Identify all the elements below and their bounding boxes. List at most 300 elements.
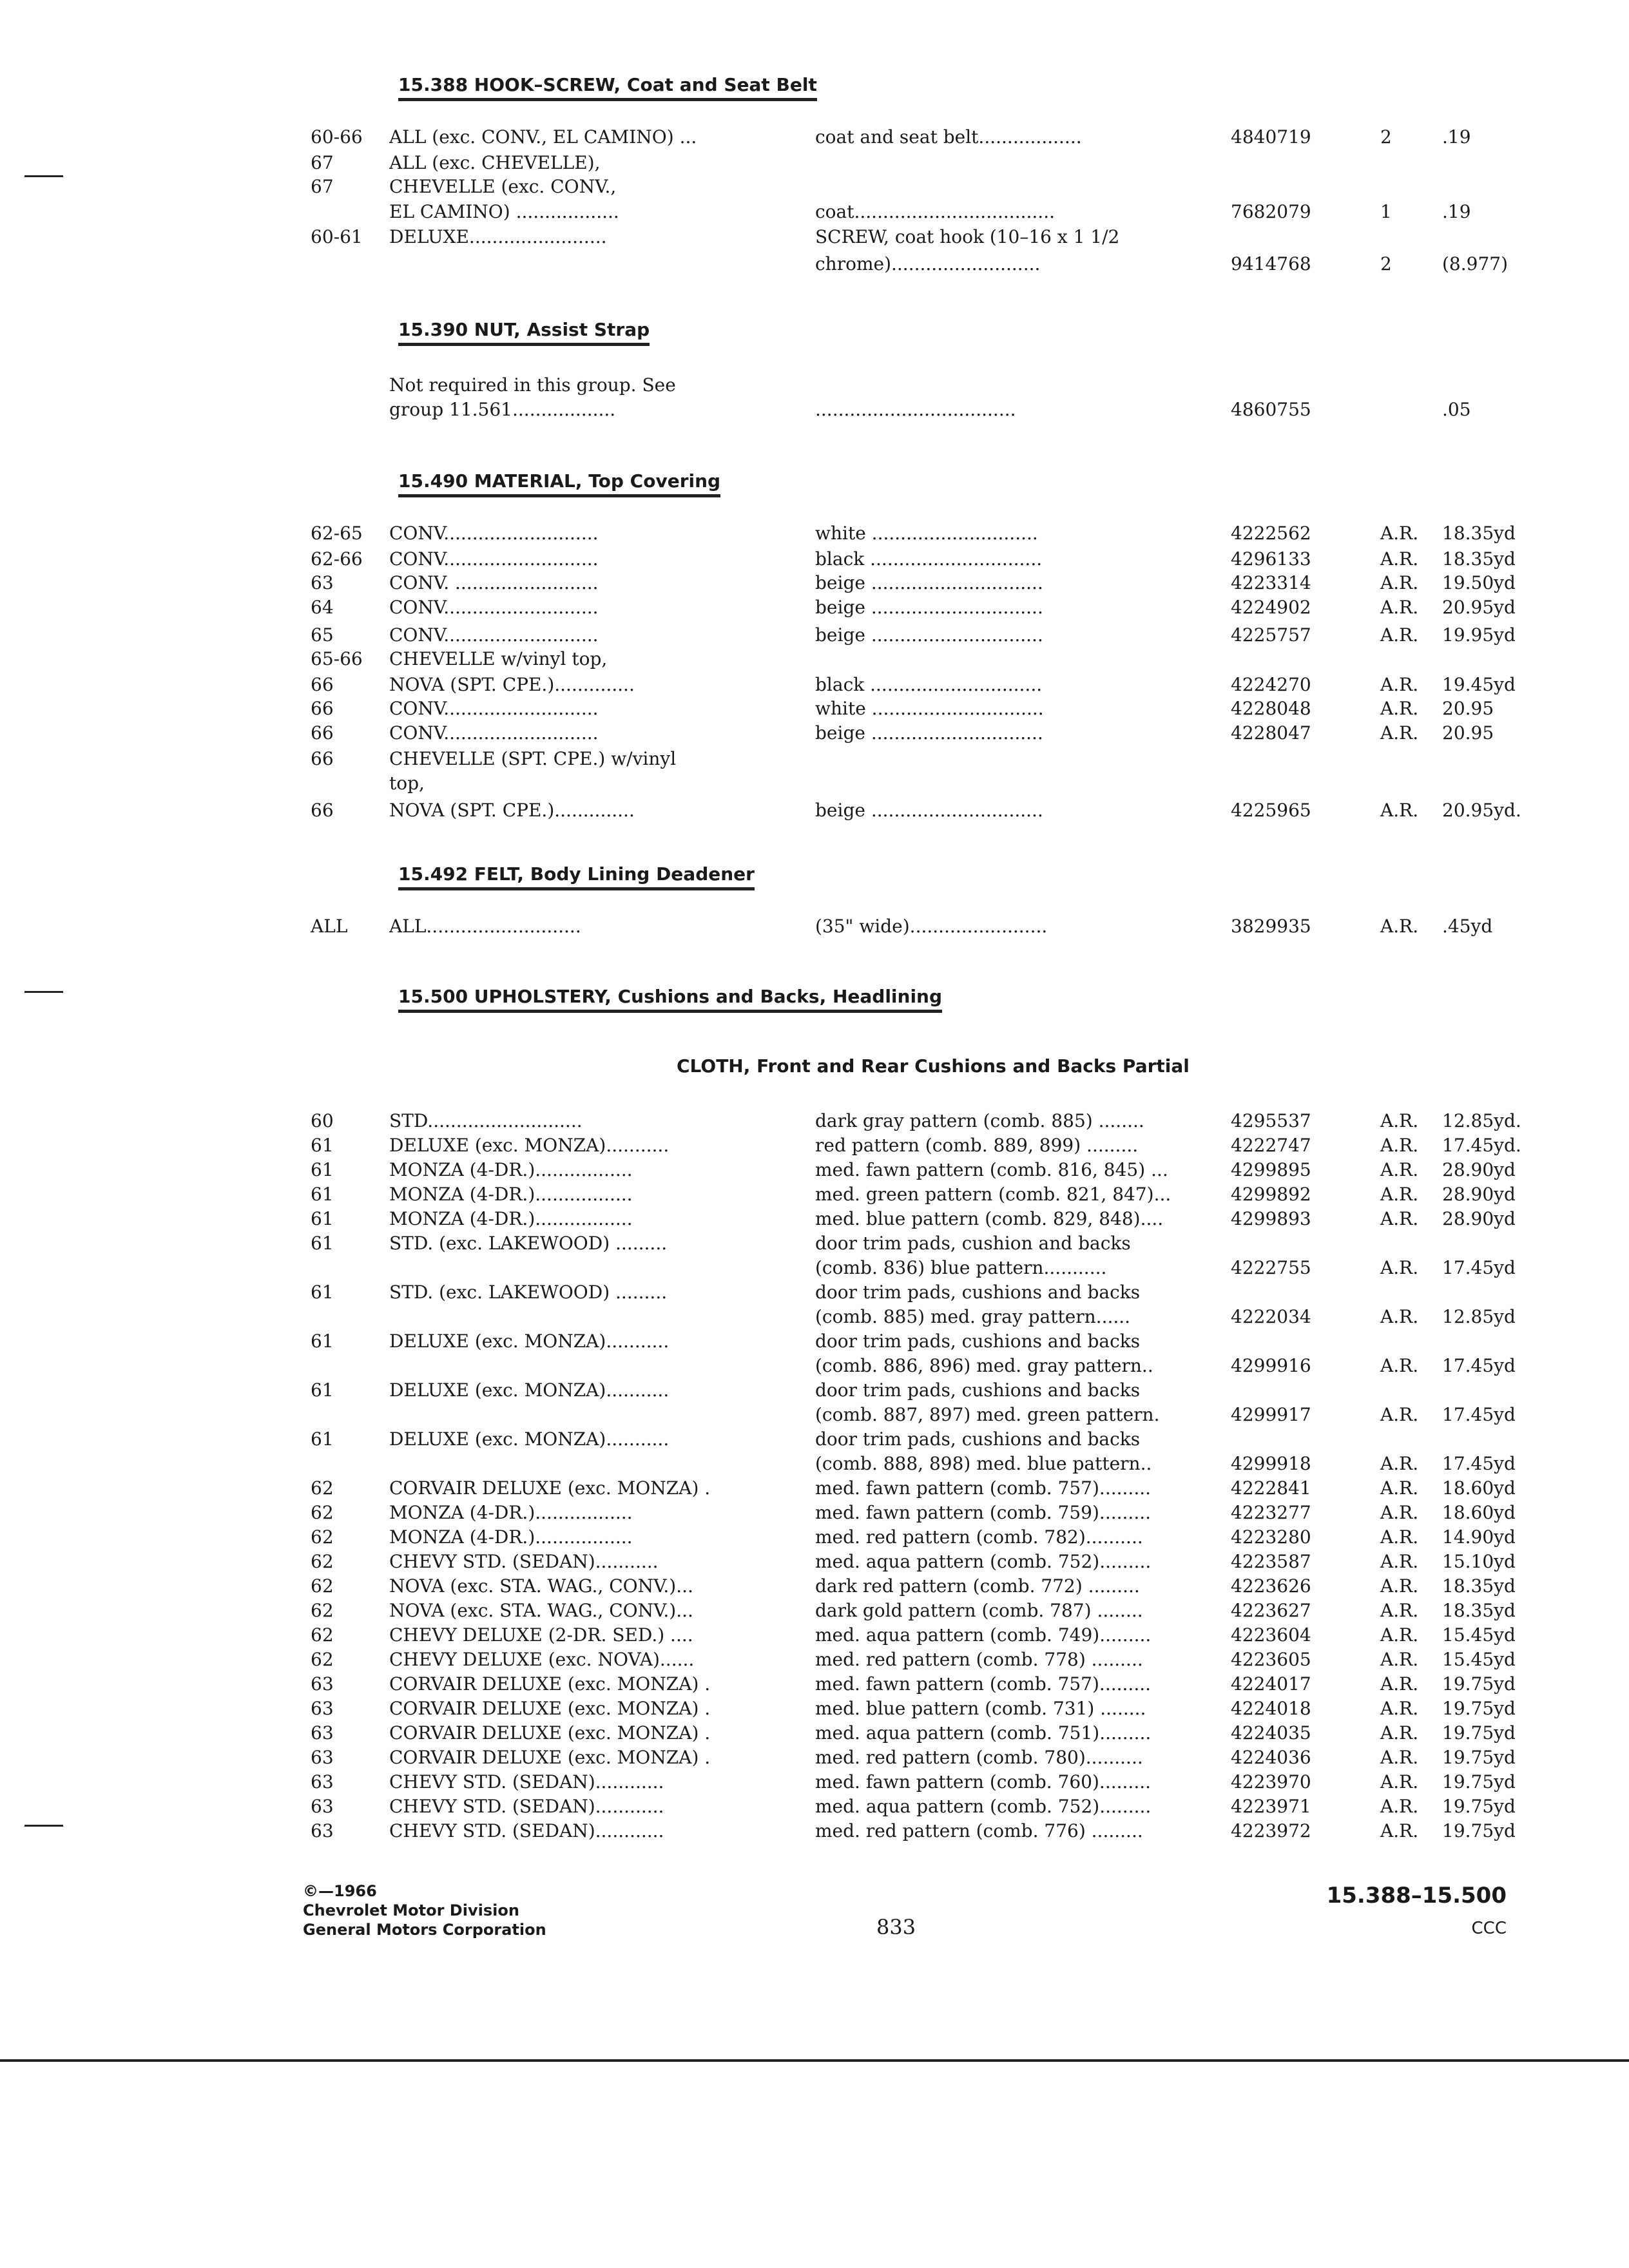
quantity: 2 bbox=[1380, 253, 1392, 274]
part-description: (comb. 887, 897) med. green pattern. bbox=[815, 1404, 1160, 1425]
part-number: 4222755 bbox=[1231, 1257, 1311, 1278]
price: 20.95yd. bbox=[1442, 800, 1521, 821]
quantity: A.R. bbox=[1380, 916, 1419, 937]
model-year: 61 bbox=[311, 1331, 334, 1352]
quantity: A.R. bbox=[1380, 674, 1419, 695]
price: 15.45yd bbox=[1442, 1649, 1516, 1670]
part-number: 4223626 bbox=[1231, 1575, 1311, 1597]
part-number: 4296133 bbox=[1231, 548, 1311, 570]
table-row bbox=[0, 1673, 1629, 1698]
model-year: 67 bbox=[311, 176, 334, 197]
model-application: DELUXE (exc. MONZA)........... bbox=[389, 1428, 670, 1450]
quantity: A.R. bbox=[1380, 597, 1419, 618]
table-row bbox=[0, 697, 1629, 723]
model-application: NOVA (SPT. CPE.).............. bbox=[389, 800, 635, 821]
corporation: General Motors Corporation bbox=[303, 1921, 546, 1939]
part-description: beige .............................. bbox=[815, 624, 1043, 646]
part-description: beige .............................. bbox=[815, 597, 1043, 618]
footer-publisher bbox=[303, 1881, 546, 1939]
quantity: A.R. bbox=[1380, 1673, 1419, 1695]
table-row bbox=[0, 1624, 1629, 1649]
table-row bbox=[0, 1575, 1629, 1600]
model-year: ALL bbox=[311, 916, 348, 937]
part-number: 4223627 bbox=[1231, 1600, 1311, 1621]
quantity: A.R. bbox=[1380, 1649, 1419, 1670]
table-row bbox=[0, 673, 1629, 699]
part-number: 4224035 bbox=[1231, 1722, 1311, 1744]
table-row bbox=[0, 1379, 1629, 1405]
part-description: coat................................... bbox=[815, 201, 1055, 222]
price: 12.85yd bbox=[1442, 1306, 1516, 1327]
model-year: 62 bbox=[311, 1526, 334, 1548]
division: Chevrolet Motor Division bbox=[303, 1901, 519, 1919]
model-application: DELUXE (exc. MONZA)........... bbox=[389, 1379, 670, 1401]
part-number: 4840719 bbox=[1231, 126, 1311, 148]
model-year: 63 bbox=[311, 1820, 334, 1841]
model-application: CHEVY DELUXE (2-DR. SED.) .... bbox=[389, 1624, 693, 1646]
table-row bbox=[0, 1771, 1629, 1796]
model-application: group 11.561.................. bbox=[389, 399, 616, 420]
model-year: 61 bbox=[311, 1159, 334, 1180]
model-application: CHEVY DELUXE (exc. NOVA)...... bbox=[389, 1649, 695, 1670]
table-row bbox=[0, 1477, 1629, 1503]
quantity: A.R. bbox=[1380, 1135, 1419, 1156]
model-year: 62-66 bbox=[311, 548, 363, 570]
quantity: 1 bbox=[1380, 201, 1392, 222]
model-year: 62 bbox=[311, 1600, 334, 1621]
table-row bbox=[0, 1403, 1629, 1429]
part-number: 3829935 bbox=[1231, 916, 1311, 937]
part-number: 4299918 bbox=[1231, 1453, 1311, 1474]
model-year: 66 bbox=[311, 748, 334, 769]
price: .45yd bbox=[1442, 916, 1493, 937]
part-number: 4299892 bbox=[1231, 1184, 1311, 1205]
model-year: 61 bbox=[311, 1208, 334, 1229]
part-number: 4224270 bbox=[1231, 674, 1311, 695]
table-row bbox=[0, 200, 1629, 226]
model-application: CORVAIR DELUXE (exc. MONZA) . bbox=[389, 1747, 711, 1768]
part-description: door trim pads, cushions and backs bbox=[815, 1282, 1141, 1303]
quantity: A.R. bbox=[1380, 1404, 1419, 1425]
model-year: 63 bbox=[311, 1771, 334, 1792]
quantity: A.R. bbox=[1380, 1526, 1419, 1548]
model-application: CHEVY STD. (SEDAN)............ bbox=[389, 1820, 664, 1841]
section-heading: 15.490 MATERIAL, Top Covering bbox=[398, 470, 720, 497]
part-description: beige .............................. bbox=[815, 722, 1043, 744]
model-year: 60 bbox=[311, 1110, 334, 1131]
price: 15.10yd bbox=[1442, 1551, 1516, 1572]
price: 14.90yd bbox=[1442, 1526, 1516, 1548]
model-application: MONZA (4-DR.)................. bbox=[389, 1159, 633, 1180]
part-description: med. fawn pattern (comb. 759)......... bbox=[815, 1502, 1152, 1523]
part-description: med. aqua pattern (comb. 749)......... bbox=[815, 1624, 1152, 1646]
table-row bbox=[0, 1183, 1629, 1209]
table-row bbox=[0, 1746, 1629, 1772]
model-application: CONV........................... bbox=[389, 722, 599, 744]
part-description: med. green pattern (comb. 821, 847)... bbox=[815, 1184, 1171, 1205]
model-application: MONZA (4-DR.)................. bbox=[389, 1208, 633, 1229]
model-year: 60-66 bbox=[311, 126, 363, 148]
price: 19.45yd bbox=[1442, 674, 1516, 695]
model-application: CORVAIR DELUXE (exc. MONZA) . bbox=[389, 1673, 711, 1695]
part-description: med. aqua pattern (comb. 752)......... bbox=[815, 1796, 1152, 1817]
model-application: CHEVY STD. (SEDAN)............ bbox=[389, 1771, 664, 1792]
part-description: door trim pads, cushion and backs bbox=[815, 1233, 1131, 1254]
quantity: A.R. bbox=[1380, 1820, 1419, 1841]
model-application: CONV. ......................... bbox=[389, 572, 599, 593]
table-row bbox=[0, 1452, 1629, 1478]
model-year: 63 bbox=[311, 572, 334, 593]
part-number: 4222562 bbox=[1231, 523, 1311, 544]
price: 18.60yd bbox=[1442, 1477, 1516, 1499]
table-row bbox=[0, 1305, 1629, 1331]
model-year: 63 bbox=[311, 1747, 334, 1768]
part-number: 4223587 bbox=[1231, 1551, 1311, 1572]
price: 20.95 bbox=[1442, 698, 1494, 719]
model-year: 61 bbox=[311, 1379, 334, 1401]
model-year: 62 bbox=[311, 1551, 334, 1572]
quantity: A.R. bbox=[1380, 523, 1419, 544]
part-description: red pattern (comb. 889, 899) ......... bbox=[815, 1135, 1139, 1156]
model-year: 62 bbox=[311, 1649, 334, 1670]
table-row bbox=[0, 175, 1629, 201]
model-year: 60-61 bbox=[311, 226, 363, 247]
model-year: 61 bbox=[311, 1282, 334, 1303]
table-row bbox=[0, 253, 1629, 278]
table-row bbox=[0, 151, 1629, 177]
table-row bbox=[0, 374, 1629, 399]
table-row bbox=[0, 772, 1629, 798]
part-description: med. red pattern (comb. 782).......... bbox=[815, 1526, 1143, 1548]
part-description: coat and seat belt.................. bbox=[815, 126, 1082, 148]
table-row bbox=[0, 1158, 1629, 1184]
part-description: white .............................. bbox=[815, 698, 1044, 719]
price: .19 bbox=[1442, 126, 1471, 148]
table-row bbox=[0, 398, 1629, 424]
model-year: 67 bbox=[311, 152, 334, 173]
part-description: door trim pads, cushions and backs bbox=[815, 1379, 1141, 1401]
table-row bbox=[0, 1281, 1629, 1307]
part-number: 4223605 bbox=[1231, 1649, 1311, 1670]
part-number: 4299893 bbox=[1231, 1208, 1311, 1229]
part-description: dark gray pattern (comb. 885) ........ bbox=[815, 1110, 1144, 1131]
model-application: CONV........................... bbox=[389, 597, 599, 618]
part-number: 4224018 bbox=[1231, 1698, 1311, 1719]
price: 18.35yd bbox=[1442, 548, 1516, 570]
part-description: med. fawn pattern (comb. 757)......... bbox=[815, 1477, 1152, 1499]
section-subheading: CLOTH, Front and Rear Cushions and Backs Partial bbox=[677, 1055, 1190, 1077]
quantity: A.R. bbox=[1380, 548, 1419, 570]
price: 20.95 bbox=[1442, 722, 1494, 744]
quantity: A.R. bbox=[1380, 1453, 1419, 1474]
price: 18.35yd bbox=[1442, 1600, 1516, 1621]
price: 17.45yd bbox=[1442, 1257, 1516, 1278]
part-description: med. fawn pattern (comb. 760)......... bbox=[815, 1771, 1152, 1792]
part-number: 4299916 bbox=[1231, 1355, 1311, 1376]
model-year: 61 bbox=[311, 1428, 334, 1450]
quantity: A.R. bbox=[1380, 1208, 1419, 1229]
quantity: A.R. bbox=[1380, 1477, 1419, 1499]
price: 19.75yd bbox=[1442, 1796, 1516, 1817]
model-year: 64 bbox=[311, 597, 334, 618]
table-row bbox=[0, 1354, 1629, 1380]
model-application: NOVA (exc. STA. WAG., CONV.)... bbox=[389, 1600, 693, 1621]
quantity: A.R. bbox=[1380, 572, 1419, 593]
table-row bbox=[0, 1599, 1629, 1625]
model-application: DELUXE (exc. MONZA)........... bbox=[389, 1135, 670, 1156]
part-number: 4224902 bbox=[1231, 597, 1311, 618]
part-number: 4225965 bbox=[1231, 800, 1311, 821]
part-number: 4860755 bbox=[1231, 399, 1311, 420]
quantity: A.R. bbox=[1380, 698, 1419, 719]
model-application: ALL (exc. CHEVELLE), bbox=[389, 152, 601, 173]
section-heading: 15.500 UPHOLSTERY, Cushions and Backs, Headlining bbox=[398, 986, 942, 1013]
part-number: 7682079 bbox=[1231, 201, 1311, 222]
part-number: 4223280 bbox=[1231, 1526, 1311, 1548]
part-number: 4222034 bbox=[1231, 1306, 1311, 1327]
quantity: A.R. bbox=[1380, 1306, 1419, 1327]
table-row bbox=[0, 1330, 1629, 1356]
table-row bbox=[0, 1501, 1629, 1527]
quantity: A.R. bbox=[1380, 1575, 1419, 1597]
table-row bbox=[0, 1722, 1629, 1747]
model-application: ALL........................... bbox=[389, 916, 581, 937]
model-year: 61 bbox=[311, 1135, 334, 1156]
part-number: 4223970 bbox=[1231, 1771, 1311, 1792]
model-year: 62 bbox=[311, 1502, 334, 1523]
part-number: 4223971 bbox=[1231, 1796, 1311, 1817]
model-year: 61 bbox=[311, 1233, 334, 1254]
part-description: med. blue pattern (comb. 731) ........ bbox=[815, 1698, 1146, 1719]
part-description: beige .............................. bbox=[815, 572, 1043, 593]
quantity: A.R. bbox=[1380, 1184, 1419, 1205]
part-description: dark red pattern (comb. 772) ......... bbox=[815, 1575, 1140, 1597]
quantity: A.R. bbox=[1380, 1551, 1419, 1572]
model-application: CORVAIR DELUXE (exc. MONZA) . bbox=[389, 1722, 711, 1744]
quantity: A.R. bbox=[1380, 722, 1419, 744]
part-number: 4299895 bbox=[1231, 1159, 1311, 1180]
quantity: A.R. bbox=[1380, 1722, 1419, 1744]
bottom-rule bbox=[0, 2059, 1629, 2062]
table-row bbox=[0, 1526, 1629, 1552]
table-row bbox=[0, 1110, 1629, 1135]
part-description: med. red pattern (comb. 776) ......... bbox=[815, 1820, 1143, 1841]
model-year: 66 bbox=[311, 722, 334, 744]
quantity: A.R. bbox=[1380, 1600, 1419, 1621]
page-number: 833 bbox=[876, 1915, 916, 1939]
model-year: 63 bbox=[311, 1722, 334, 1744]
price: 28.90yd bbox=[1442, 1184, 1516, 1205]
price: 28.90yd bbox=[1442, 1208, 1516, 1229]
quantity: A.R. bbox=[1380, 1771, 1419, 1792]
price: 17.45yd bbox=[1442, 1404, 1516, 1425]
price: 19.75yd bbox=[1442, 1820, 1516, 1841]
table-row bbox=[0, 548, 1629, 573]
price: 19.50yd bbox=[1442, 572, 1516, 593]
model-year: 62 bbox=[311, 1624, 334, 1646]
part-description: (35" wide)........................ bbox=[815, 916, 1048, 937]
table-row bbox=[0, 799, 1629, 825]
part-number: 4299917 bbox=[1231, 1404, 1311, 1425]
part-description: chrome).......................... bbox=[815, 253, 1041, 274]
section-heading: 15.492 FELT, Body Lining Deadener bbox=[398, 863, 755, 890]
model-year: 63 bbox=[311, 1796, 334, 1817]
section-range: 15.388–15.500 bbox=[1326, 1883, 1507, 1908]
quantity: A.R. bbox=[1380, 1796, 1419, 1817]
quantity: A.R. bbox=[1380, 1355, 1419, 1376]
quantity: A.R. bbox=[1380, 1624, 1419, 1646]
quantity: A.R. bbox=[1380, 1159, 1419, 1180]
model-application: CONV........................... bbox=[389, 548, 599, 570]
model-year: 65-66 bbox=[311, 648, 363, 669]
margin-mark bbox=[24, 991, 63, 993]
model-application: CONV........................... bbox=[389, 698, 599, 719]
table-row bbox=[0, 624, 1629, 649]
part-description: beige .............................. bbox=[815, 800, 1043, 821]
catalog-code: CCC bbox=[1471, 1919, 1507, 1938]
price: 19.75yd bbox=[1442, 1673, 1516, 1695]
table-row bbox=[0, 1648, 1629, 1674]
model-application: DELUXE........................ bbox=[389, 226, 607, 247]
table-row bbox=[0, 1428, 1629, 1454]
model-year: 66 bbox=[311, 698, 334, 719]
model-application: NOVA (SPT. CPE.).............. bbox=[389, 674, 635, 695]
price: 17.45yd. bbox=[1442, 1135, 1521, 1156]
table-row bbox=[0, 1820, 1629, 1845]
quantity: A.R. bbox=[1380, 624, 1419, 646]
table-row bbox=[0, 1697, 1629, 1723]
table-row bbox=[0, 747, 1629, 773]
part-number: 4228048 bbox=[1231, 698, 1311, 719]
table-row bbox=[0, 915, 1629, 941]
model-year: 66 bbox=[311, 800, 334, 821]
model-application: MONZA (4-DR.)................. bbox=[389, 1526, 633, 1548]
model-application: top, bbox=[389, 773, 425, 794]
model-application: CHEVELLE (SPT. CPE.) w/vinyl bbox=[389, 748, 677, 769]
quantity: 2 bbox=[1380, 126, 1392, 148]
quantity: A.R. bbox=[1380, 1502, 1419, 1523]
model-application: EL CAMINO) .................. bbox=[389, 201, 619, 222]
part-description: med. red pattern (comb. 778) ......... bbox=[815, 1649, 1143, 1670]
price: 12.85yd. bbox=[1442, 1110, 1521, 1131]
table-row bbox=[0, 1550, 1629, 1576]
part-description: ................................... bbox=[815, 399, 1016, 420]
table-row bbox=[0, 596, 1629, 622]
price: .19 bbox=[1442, 201, 1471, 222]
price: 19.75yd bbox=[1442, 1771, 1516, 1792]
model-year: 62-65 bbox=[311, 523, 363, 544]
quantity: A.R. bbox=[1380, 1257, 1419, 1278]
table-row bbox=[0, 522, 1629, 548]
section-heading: 15.388 HOOK–SCREW, Coat and Seat Belt bbox=[398, 74, 817, 101]
part-number: 4222747 bbox=[1231, 1135, 1311, 1156]
model-application: CORVAIR DELUXE (exc. MONZA) . bbox=[389, 1698, 711, 1719]
table-row bbox=[0, 722, 1629, 747]
model-application: STD. (exc. LAKEWOOD) ......... bbox=[389, 1282, 668, 1303]
part-description: SCREW, coat hook (10–16 x 1 1/2 bbox=[815, 226, 1120, 247]
part-description: door trim pads, cushions and backs bbox=[815, 1331, 1141, 1352]
price: 19.75yd bbox=[1442, 1747, 1516, 1768]
model-application: CORVAIR DELUXE (exc. MONZA) . bbox=[389, 1477, 711, 1499]
copyright: ©—1966 bbox=[303, 1882, 377, 1900]
model-application: CHEVY STD. (SEDAN)............ bbox=[389, 1796, 664, 1817]
part-description: (comb. 885) med. gray pattern...... bbox=[815, 1306, 1131, 1327]
model-application: ALL (exc. CONV., EL CAMINO) ... bbox=[389, 126, 697, 148]
model-application: STD........................... bbox=[389, 1110, 583, 1131]
model-year: 65 bbox=[311, 624, 334, 646]
part-number: 4228047 bbox=[1231, 722, 1311, 744]
part-number: 4225757 bbox=[1231, 624, 1311, 646]
price: 19.75yd bbox=[1442, 1698, 1516, 1719]
model-application: CONV........................... bbox=[389, 624, 599, 646]
part-number: 4224017 bbox=[1231, 1673, 1311, 1695]
part-number: 4223972 bbox=[1231, 1820, 1311, 1841]
part-description: med. blue pattern (comb. 829, 848).... bbox=[815, 1208, 1164, 1229]
price: 17.45yd bbox=[1442, 1453, 1516, 1474]
model-year: 63 bbox=[311, 1673, 334, 1695]
model-application: CHEVY STD. (SEDAN)........... bbox=[389, 1551, 659, 1572]
section-heading: 15.390 NUT, Assist Strap bbox=[398, 319, 650, 346]
price: .05 bbox=[1442, 399, 1471, 420]
table-row bbox=[0, 126, 1629, 151]
model-application: Not required in this group. See bbox=[389, 374, 676, 396]
model-year: 66 bbox=[311, 674, 334, 695]
price: 18.60yd bbox=[1442, 1502, 1516, 1523]
part-number: 4295537 bbox=[1231, 1110, 1311, 1131]
part-description: (comb. 888, 898) med. blue pattern.. bbox=[815, 1453, 1152, 1474]
quantity: A.R. bbox=[1380, 800, 1419, 821]
part-number: 4224036 bbox=[1231, 1747, 1311, 1768]
model-application: MONZA (4-DR.)................. bbox=[389, 1184, 633, 1205]
part-description: med. fawn pattern (comb. 757)......... bbox=[815, 1673, 1152, 1695]
model-application: CONV........................... bbox=[389, 523, 599, 544]
table-row bbox=[0, 226, 1629, 251]
model-year: 63 bbox=[311, 1698, 334, 1719]
table-row bbox=[0, 648, 1629, 673]
model-year: 61 bbox=[311, 1184, 334, 1205]
quantity: A.R. bbox=[1380, 1747, 1419, 1768]
model-application: NOVA (exc. STA. WAG., CONV.)... bbox=[389, 1575, 693, 1597]
table-row bbox=[0, 1256, 1629, 1282]
part-description: black .............................. bbox=[815, 548, 1043, 570]
model-application: CHEVELLE (exc. CONV., bbox=[389, 176, 617, 197]
part-number: 4222841 bbox=[1231, 1477, 1311, 1499]
price: (8.977) bbox=[1442, 253, 1509, 274]
part-description: dark gold pattern (comb. 787) ........ bbox=[815, 1600, 1143, 1621]
part-description: med. red pattern (comb. 780).......... bbox=[815, 1747, 1143, 1768]
table-row bbox=[0, 1207, 1629, 1233]
model-application: MONZA (4-DR.)................. bbox=[389, 1502, 633, 1523]
table-row bbox=[0, 1134, 1629, 1160]
price: 20.95yd bbox=[1442, 597, 1516, 618]
price: 19.75yd bbox=[1442, 1722, 1516, 1744]
part-description: white ............................. bbox=[815, 523, 1038, 544]
part-description: med. aqua pattern (comb. 751)......... bbox=[815, 1722, 1152, 1744]
model-year: 62 bbox=[311, 1575, 334, 1597]
model-application: DELUXE (exc. MONZA)........... bbox=[389, 1331, 670, 1352]
part-number: 4223314 bbox=[1231, 572, 1311, 593]
part-description: (comb. 836) blue pattern........... bbox=[815, 1257, 1107, 1278]
part-description: med. aqua pattern (comb. 752)......... bbox=[815, 1551, 1152, 1572]
part-description: black .............................. bbox=[815, 674, 1043, 695]
price: 19.95yd bbox=[1442, 624, 1516, 646]
part-number: 9414768 bbox=[1231, 253, 1311, 274]
price: 18.35yd bbox=[1442, 1575, 1516, 1597]
model-year: 62 bbox=[311, 1477, 334, 1499]
model-application: STD. (exc. LAKEWOOD) ......... bbox=[389, 1233, 668, 1254]
part-description: door trim pads, cushions and backs bbox=[815, 1428, 1141, 1450]
price: 28.90yd bbox=[1442, 1159, 1516, 1180]
